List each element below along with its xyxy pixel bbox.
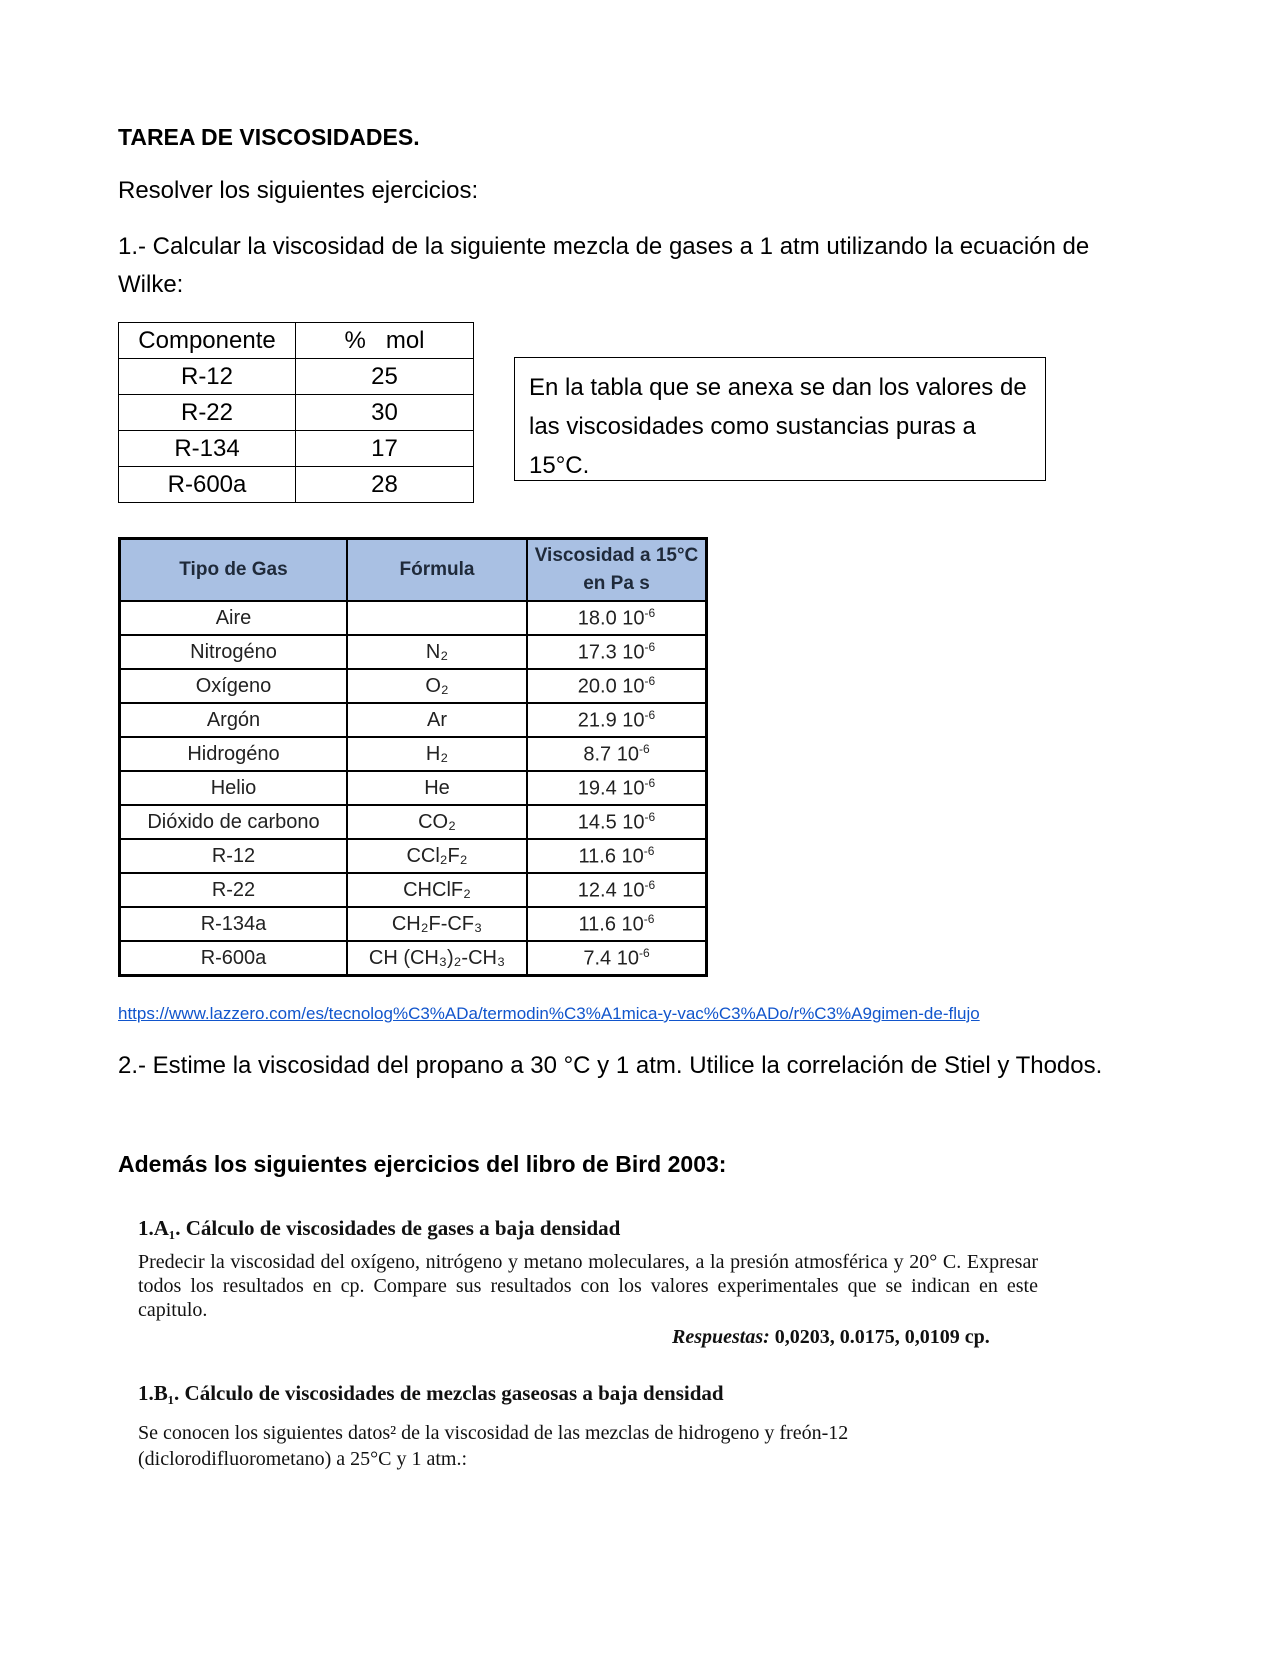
viscosity-cell-value bbox=[527, 601, 707, 635]
answers-values: 0,0203, 0.0175, 0,0109 cp. bbox=[774, 1326, 990, 1348]
viscosity-value-mantissa: 20.0 10 bbox=[577, 675, 645, 698]
viscosity-cell-gas: Nitrogéno bbox=[120, 635, 348, 669]
viscosity-cell-gas: Oxígeno bbox=[120, 669, 348, 703]
viscosity-cell-value bbox=[527, 805, 707, 839]
viscosity-value-exponent: -6 bbox=[644, 605, 656, 620]
viscosity-value-mantissa: 11.6 10 bbox=[578, 845, 644, 868]
viscosity-cell-gas: Hidrogéno bbox=[120, 737, 348, 771]
viscosity-value-exponent: -6 bbox=[643, 911, 655, 926]
mixture-cell-component: R-134 bbox=[119, 431, 296, 467]
viscosity-cell-gas: R-12 bbox=[120, 839, 348, 873]
viscosity-value-mantissa: 14.5 10 bbox=[577, 811, 645, 834]
mixture-header-component: Componente bbox=[119, 323, 296, 359]
viscosity-value-exponent: -6 bbox=[643, 843, 655, 858]
viscosity-cell-formula: CH (CH₃)₂-CH₃ bbox=[347, 941, 527, 976]
viscosity-cell-value bbox=[527, 737, 707, 771]
mixture-header-percent: % mol bbox=[296, 323, 474, 359]
mixture-row bbox=[119, 395, 474, 431]
question-1: 1.- Calcular la viscosidad de la siguiente mezcla de gases a 1 atm utilizando la ecuación de Wilke: bbox=[118, 233, 1090, 298]
mixture-cell-percent: 30 bbox=[296, 395, 474, 431]
viscosity-value-mantissa: 19.4 10 bbox=[577, 777, 645, 800]
viscosity-cell-value bbox=[527, 941, 707, 976]
viscosity-value-exponent: -6 bbox=[644, 673, 656, 688]
viscosity-row bbox=[120, 805, 707, 839]
viscosity-row bbox=[120, 669, 707, 703]
intro-text: Resolver los siguientes ejercicios: bbox=[118, 177, 479, 204]
viscosity-cell-formula: CHClF₂ bbox=[347, 873, 527, 907]
viscosity-cell-gas: Helio bbox=[120, 771, 348, 805]
viscosity-cell-gas: R-22 bbox=[120, 873, 348, 907]
mixture-cell-component: R-22 bbox=[119, 395, 296, 431]
viscosity-cell-value bbox=[527, 669, 707, 703]
viscosity-value-exponent: -6 bbox=[644, 809, 656, 824]
viscosity-value-mantissa: 12.4 10 bbox=[577, 879, 645, 902]
viscosity-header-formula: Fórmula bbox=[347, 539, 527, 602]
viscosity-cell-formula: CCl₂F₂ bbox=[347, 839, 527, 873]
viscosity-value-mantissa: 8.7 10 bbox=[583, 743, 639, 766]
viscosity-value-exponent: -6 bbox=[638, 945, 650, 960]
viscosity-row bbox=[120, 635, 707, 669]
viscosity-value-exponent: -6 bbox=[644, 707, 656, 722]
viscosity-value-mantissa: 7.4 10 bbox=[583, 947, 639, 970]
viscosity-value-exponent: -6 bbox=[644, 639, 656, 654]
mixture-row bbox=[119, 359, 474, 395]
viscosity-cell-formula: CH₂F-CF₃ bbox=[347, 907, 527, 941]
viscosity-cell-value bbox=[527, 839, 707, 873]
viscosity-cell-gas: R-134a bbox=[120, 907, 348, 941]
viscosity-row bbox=[120, 703, 707, 737]
viscosity-value-mantissa: 21.9 10 bbox=[577, 709, 645, 732]
viscosity-cell-value bbox=[527, 907, 707, 941]
viscosity-header-value: Viscosidad a 15°C en Pa s bbox=[527, 539, 707, 602]
viscosity-row bbox=[120, 873, 707, 907]
scan-answers bbox=[672, 1326, 990, 1349]
viscosity-value-mantissa: 17.3 10 bbox=[577, 641, 645, 664]
viscosity-cell-formula: N₂ bbox=[347, 635, 527, 669]
viscosity-value-exponent: -6 bbox=[644, 877, 656, 892]
viscosity-cell-formula: O₂ bbox=[347, 669, 527, 703]
viscosity-value-mantissa: 11.6 10 bbox=[578, 913, 644, 936]
viscosity-cell-gas: Aire bbox=[120, 601, 348, 635]
mixture-cell-component: R-12 bbox=[119, 359, 296, 395]
viscosity-value-mantissa: 18.0 10 bbox=[577, 607, 645, 630]
viscosity-cell-gas: Dióxido de carbono bbox=[120, 805, 348, 839]
viscosity-cell-gas: R-600a bbox=[120, 941, 348, 976]
mixture-row bbox=[119, 431, 474, 467]
scan-heading-1a: 1.A₁. Cálculo de viscosidades de gases a baja densidad bbox=[138, 1216, 621, 1240]
bird-heading: Además los siguientes ejercicios del libro de Bird 2003: bbox=[118, 1151, 727, 1177]
mixture-table bbox=[118, 322, 474, 503]
mixture-row bbox=[119, 467, 474, 503]
scan-paragraph-1a: Predecir la viscosidad del oxígeno, nitrógeno y metano moleculares, a la presión atmosférica y 20° C. Expresar todos los resultados en cp. Compare sus resultados con los valores experimentales que se indican en este capitulo. bbox=[138, 1251, 1038, 1321]
viscosity-row bbox=[120, 601, 707, 635]
viscosity-value-exponent: -6 bbox=[638, 741, 650, 756]
viscosity-cell-gas: Argón bbox=[120, 703, 348, 737]
document-title: TAREA DE VISCOSIDADES. bbox=[118, 124, 420, 150]
viscosity-header-gas: Tipo de Gas bbox=[120, 539, 348, 602]
viscosity-cell-formula: CO₂ bbox=[347, 805, 527, 839]
mixture-cell-component: R-600a bbox=[119, 467, 296, 503]
answers-label: Respuestas: bbox=[672, 1326, 770, 1348]
viscosity-cell-value bbox=[527, 771, 707, 805]
viscosity-row bbox=[120, 839, 707, 873]
viscosity-row bbox=[120, 941, 707, 976]
viscosity-cell-formula: He bbox=[347, 771, 527, 805]
viscosity-cell-formula: H₂ bbox=[347, 737, 527, 771]
viscosity-row bbox=[120, 771, 707, 805]
note-box: En la tabla que se anexa se dan los valores de las viscosidades como sustancias puras a 15°C. bbox=[514, 357, 1046, 481]
scan-heading-1b: 1.B₁. Cálculo de viscosidades de mezclas gaseosas a baja densidad bbox=[138, 1381, 724, 1405]
mixture-cell-percent: 17 bbox=[296, 431, 474, 467]
viscosity-cell-formula bbox=[347, 601, 527, 635]
viscosity-cell-value bbox=[527, 703, 707, 737]
question-2: 2.- Estime la viscosidad del propano a 30 °C y 1 atm. Utilice la correlación de Stiel y Thodos. bbox=[118, 1052, 1103, 1079]
viscosity-cell-value bbox=[527, 873, 707, 907]
viscosity-row bbox=[120, 737, 707, 771]
viscosity-value-exponent: -6 bbox=[644, 775, 656, 790]
viscosity-cell-formula: Ar bbox=[347, 703, 527, 737]
reference-link[interactable]: https://www.lazzero.com/es/tecnolog%C3%ADa/termodin%C3%A1mica-y-vac%C3%ADo/r%C3%A9gimen-de-flujo bbox=[118, 1004, 980, 1023]
viscosity-table bbox=[118, 537, 708, 977]
mixture-cell-percent: 25 bbox=[296, 359, 474, 395]
scan-paragraph-1b: Se conocen los siguientes datos² de la viscosidad de las mezclas de hidrogeno y freón-12 (diclorodifluorometano) a 25°C y 1 atm.: bbox=[138, 1422, 849, 1470]
viscosity-cell-value bbox=[527, 635, 707, 669]
viscosity-row bbox=[120, 907, 707, 941]
mixture-cell-percent: 28 bbox=[296, 467, 474, 503]
